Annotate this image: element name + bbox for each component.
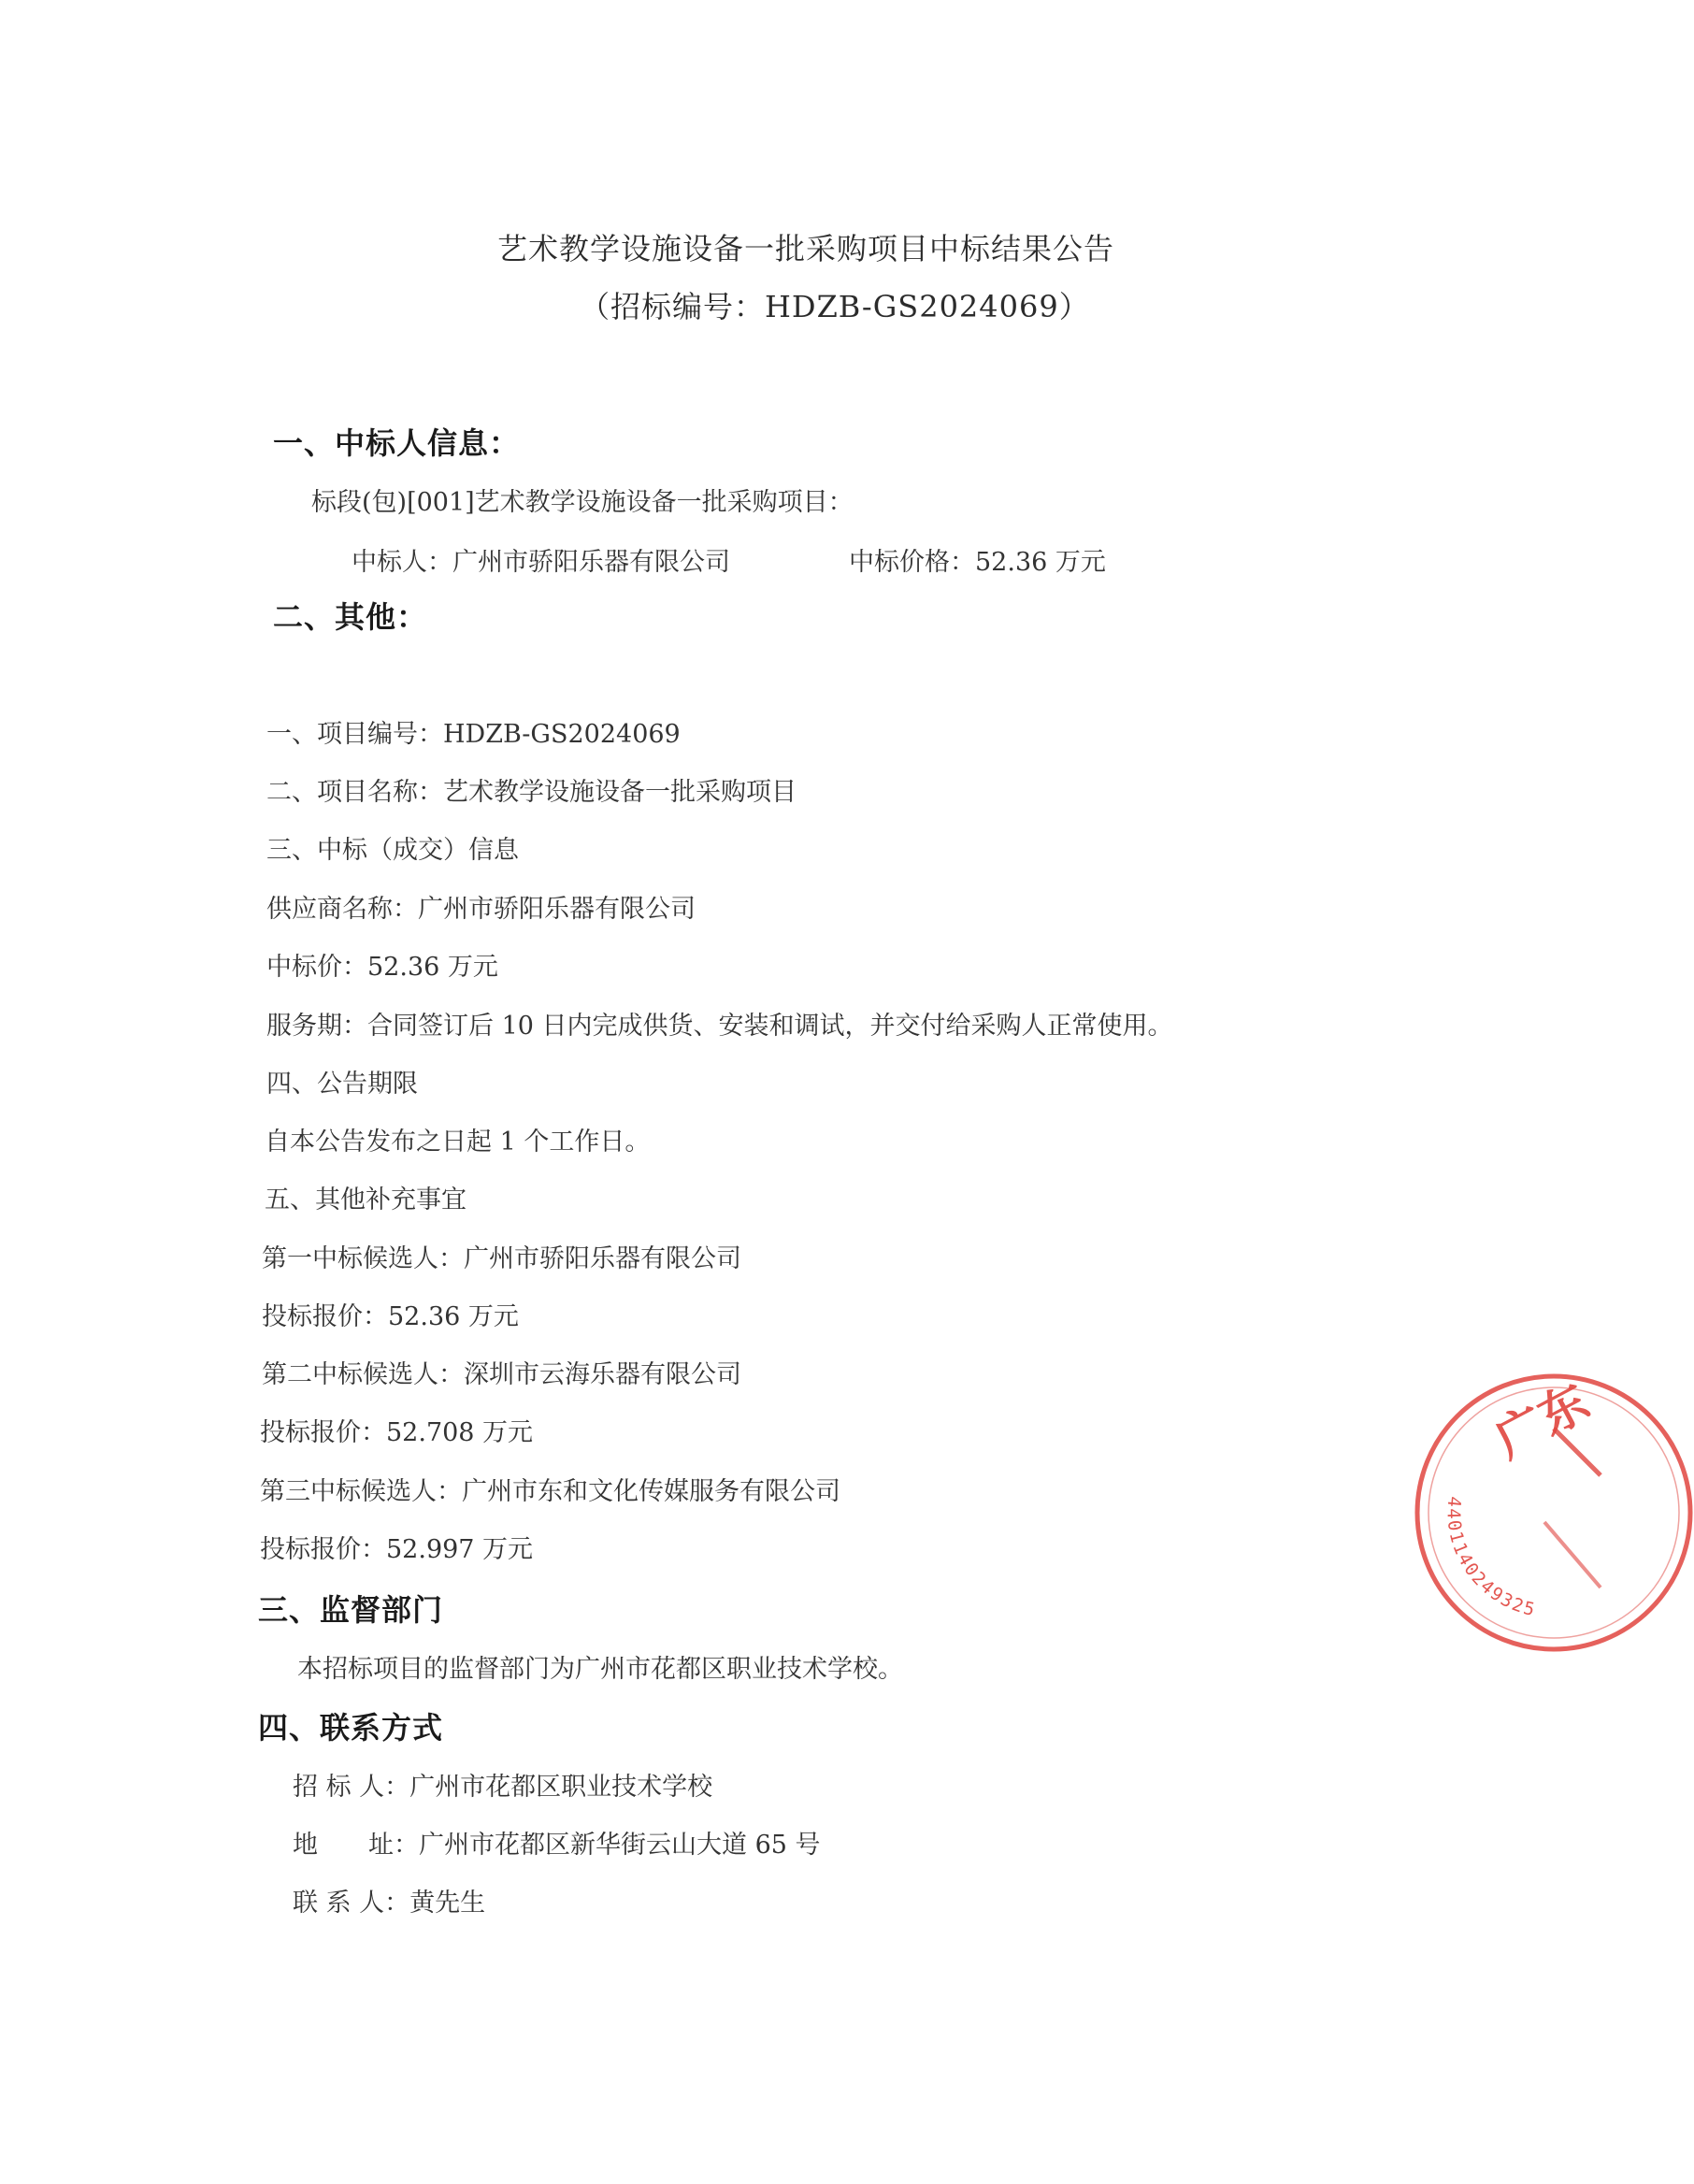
document-title: 艺术教学设施设备一批采购项目中标结果公告 (497, 231, 1115, 266)
winner-name: 中标人：广州市骄阳乐器有限公司 (352, 548, 730, 577)
candidate-1-line: 第一中标候选人：广州市骄阳乐器有限公司 (262, 1244, 741, 1273)
notice-period-heading: 四、公告期限 (266, 1070, 418, 1099)
contact-person-line: 联 系 人：黄先生 (293, 1889, 486, 1918)
candidate-3-bid: 投标报价：52.997 万元 (260, 1535, 534, 1564)
award-info-heading: 三、中标（成交）信息 (266, 836, 519, 865)
award-price-line: 中标价：52.36 万元 (266, 953, 498, 982)
service-period-line: 服务期：合同签订后 10 日内完成供货、安装和调试，并交付给采购人正常使用。 (266, 1012, 1173, 1041)
supplementary-heading: 五、其他补充事宜 (265, 1185, 467, 1214)
tenderer-line: 招 标 人：广州市花都区职业技术学校 (293, 1773, 713, 1802)
tender-number-subtitle: （招标编号：HDZB-GS2024069） (580, 289, 1090, 324)
candidate-3-line: 第三中标候选人：广州市东和文化传媒服务有限公司 (260, 1477, 840, 1506)
official-seal-icon (1414, 1372, 1694, 1653)
section-other-heading: 二、其他： (273, 599, 428, 635)
seal-text: 广东 (1486, 1373, 1599, 1470)
section-contact-heading: 四、联系方式 (258, 1710, 444, 1746)
address-line: 地 址：广州市花都区新华街云山大道 65 号 (293, 1831, 821, 1860)
project-number-line: 一、项目编号：HDZB-GS2024069 (266, 720, 681, 749)
candidate-1-bid: 投标报价：52.36 万元 (262, 1302, 519, 1331)
winner-price: 中标价格：52.36 万元 (849, 548, 1106, 577)
candidate-2-bid: 投标报价：52.708 万元 (260, 1418, 534, 1447)
supplier-name-line: 供应商名称：广州市骄阳乐器有限公司 (266, 895, 696, 924)
svg-text:4401140249325 (1443, 1495, 1538, 1620)
section-supervision-heading: 三、监督部门 (258, 1592, 444, 1628)
supervision-text: 本招标项目的监督部门为广州市花都区职业技术学校。 (297, 1655, 903, 1684)
project-name-line: 二、项目名称：艺术教学设施设备一批采购项目 (266, 778, 797, 807)
candidate-2-line: 第二中标候选人：深圳市云海乐器有限公司 (262, 1360, 741, 1389)
seal-number: 4401140249325 (1443, 1495, 1539, 1621)
notice-period-text: 自本公告发布之日起 1 个工作日。 (265, 1128, 651, 1157)
section-winner-heading: 一、中标人信息： (273, 425, 521, 461)
lot-line: 标段(包)[001]艺术教学设施设备一批采购项目： (311, 488, 854, 517)
